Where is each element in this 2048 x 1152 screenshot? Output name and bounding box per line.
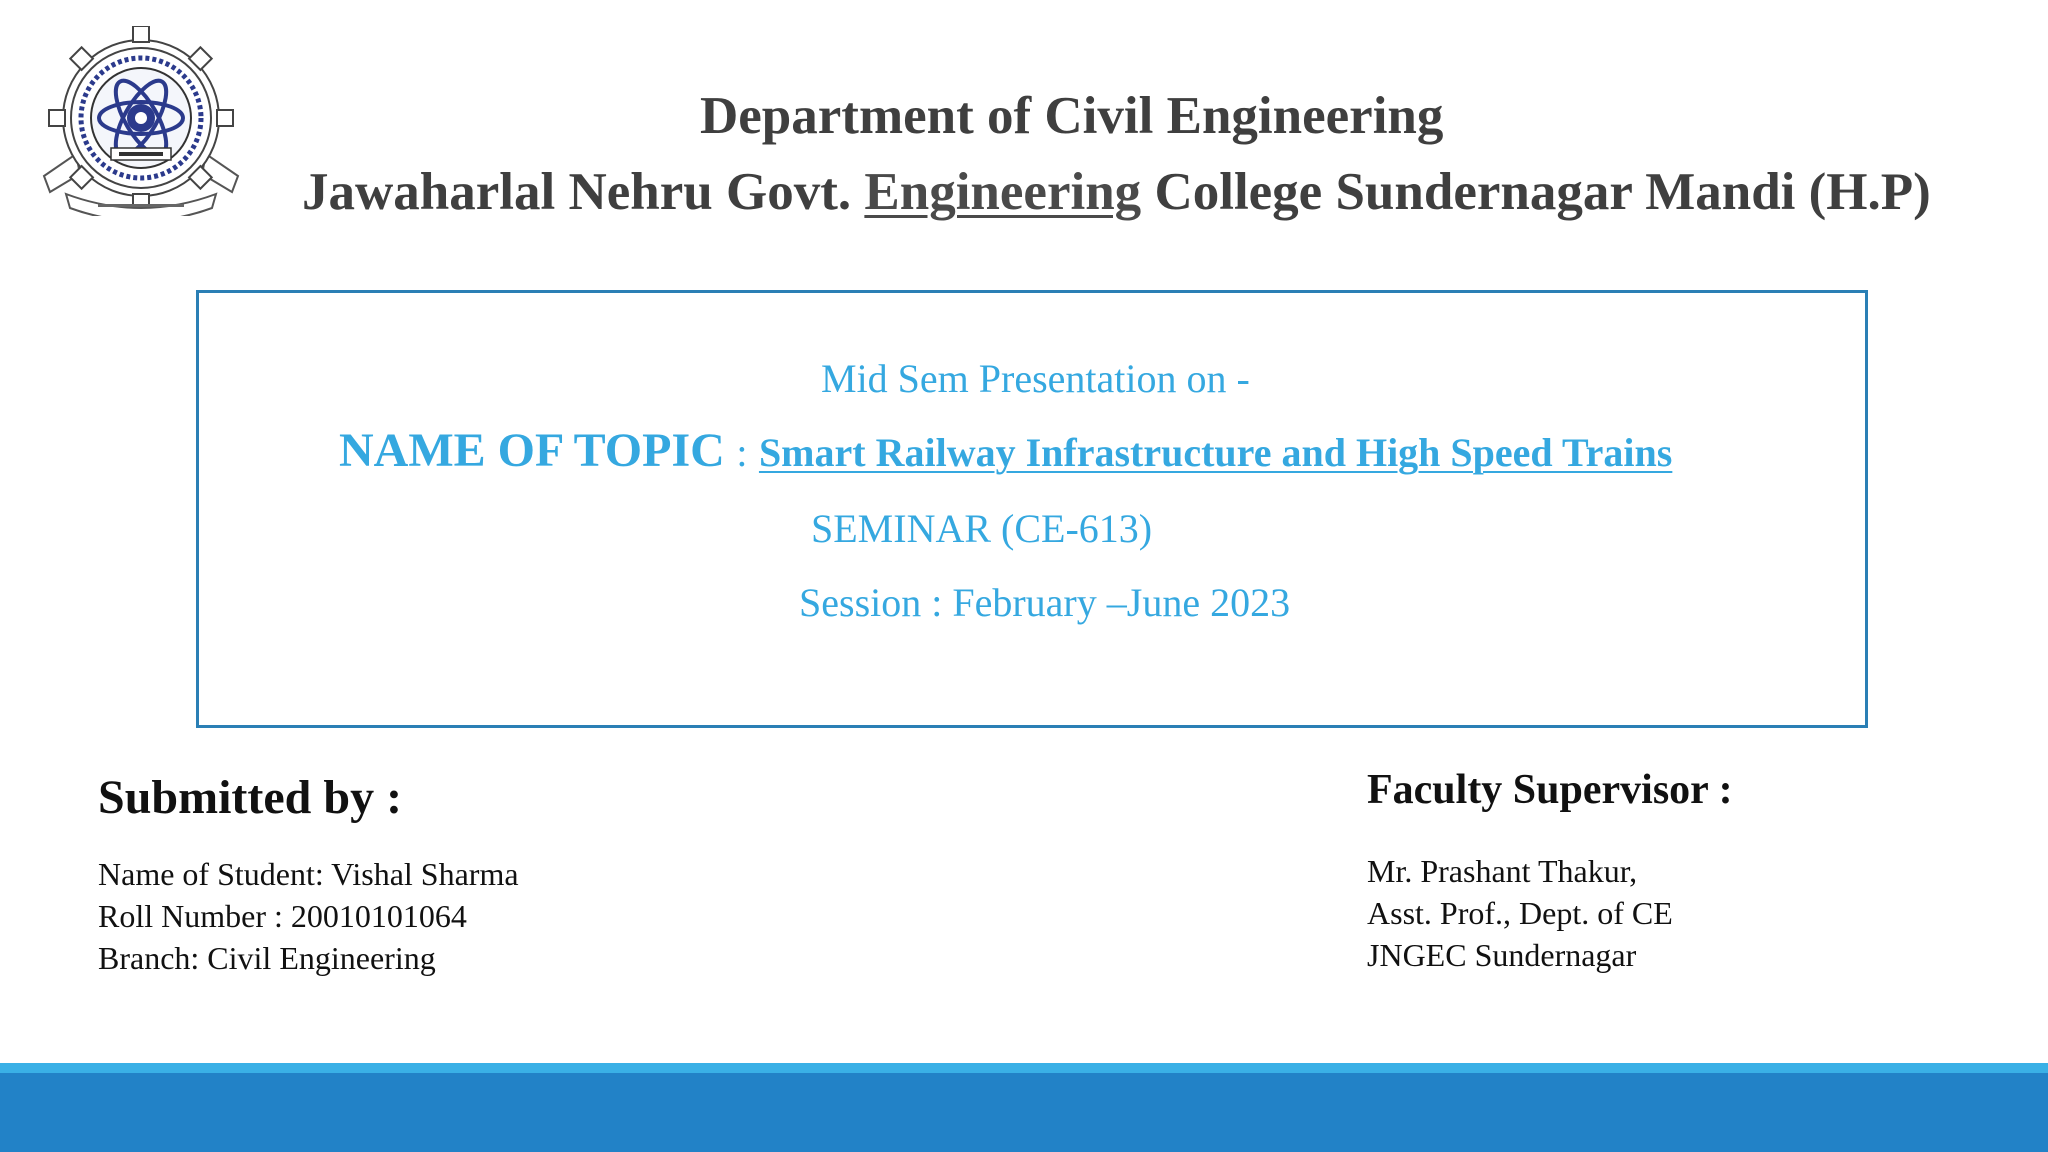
supervisor-details xyxy=(1367,850,1733,976)
topic-box xyxy=(196,290,1868,728)
seminar-code: SEMINAR (CE-613) xyxy=(811,506,1153,551)
faculty-supervisor-heading: Faculty Supervisor : xyxy=(1367,767,1733,813)
student-details xyxy=(98,853,519,979)
footer-stripe xyxy=(0,1063,2048,1073)
branch: Branch: Civil Engineering xyxy=(98,940,436,976)
supervisor-institution: JNGEC Sundernagar xyxy=(1367,937,1637,973)
topic-name: Smart Railway Infrastructure and High Speed Trains xyxy=(758,430,1673,475)
college-emblem-icon xyxy=(36,26,246,216)
topic-label: NAME OF TOPIC xyxy=(339,424,725,477)
session-dates: Session : February –June 2023 xyxy=(799,580,1291,625)
student-name: Name of Student: Vishal Sharma xyxy=(98,856,519,892)
college-title-part1: Jawaharlal Nehru Govt. xyxy=(302,163,852,221)
faculty-supervisor-section xyxy=(1367,766,1733,976)
submitted-by-section xyxy=(98,770,519,979)
roll-number: Roll Number : 20010101064 xyxy=(98,898,467,934)
college-title-part2: College Sundernagar Mandi (H.P) xyxy=(1154,163,1931,221)
supervisor-name: Mr. Prashant Thakur, xyxy=(1367,853,1638,889)
topic-separator: : xyxy=(736,430,748,475)
submitted-by-heading: Submitted by : xyxy=(98,771,403,824)
college-logo xyxy=(36,26,246,216)
footer-bar xyxy=(0,1073,2048,1152)
college-title xyxy=(302,162,1931,222)
college-title-underlined: Engineering xyxy=(864,163,1142,221)
topic-line xyxy=(339,423,1672,478)
supervisor-designation: Asst. Prof., Dept. of CE xyxy=(1367,895,1673,931)
department-title: Department of Civil Engineering xyxy=(700,87,1444,145)
presentation-intro: Mid Sem Presentation on - xyxy=(821,356,1250,401)
